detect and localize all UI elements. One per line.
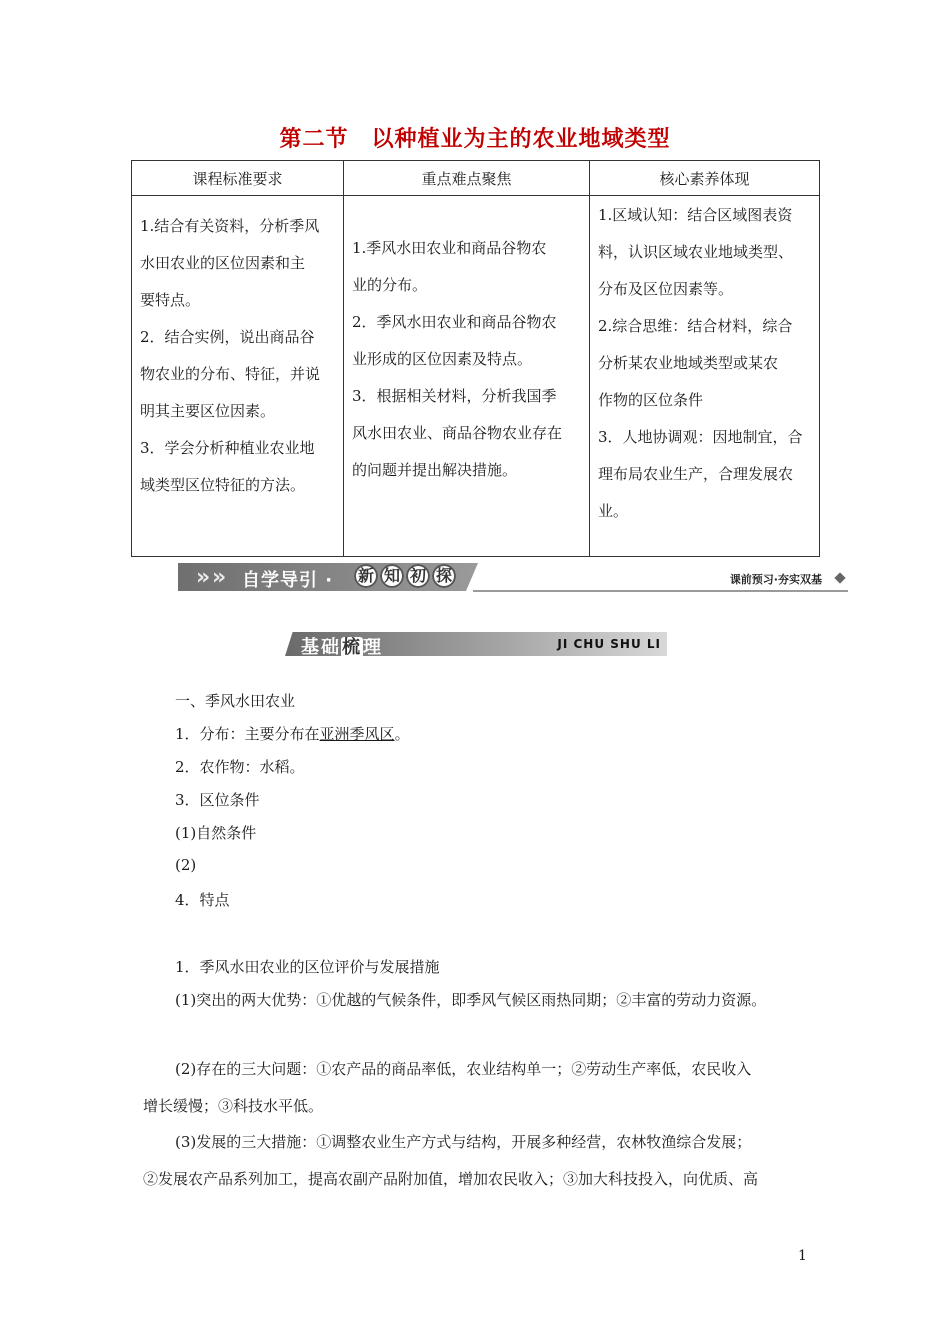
section-heading: 一、季风水田农业 (175, 692, 296, 710)
cell-line: 理布局农业生产，合理发展农 (598, 465, 794, 483)
cell-line: 要特点。 (140, 291, 201, 309)
diamond-icon (834, 572, 845, 583)
banner-title-highlight: 梳 (342, 637, 362, 658)
text-line: 1．季风水田农业的区位评价与发展措施 (175, 958, 440, 976)
cell-line: 域类型区位特征的方法。 (140, 476, 306, 494)
text-line: 4．特点 (175, 891, 230, 909)
cell-line: 1.季风水田农业和商品谷物农 (352, 239, 547, 257)
text-line: (3)发展的三大措施：①调整农业生产方式与结构，开展多种经营，农林牧渔综合发展； (175, 1133, 752, 1151)
cell-line: 2.综合思维：结合材料，综合 (598, 317, 793, 335)
page-number: 1 (798, 1248, 807, 1264)
table-header-literacy: 核心素养体现 (590, 161, 820, 196)
text-line (175, 723, 410, 744)
banner-tag: 课前预习·夯实双基 (729, 573, 822, 586)
text-line: (2) (175, 856, 197, 874)
cell-line: 料，认识区域农业地域类型、 (598, 243, 794, 261)
curriculum-table (131, 160, 820, 557)
cell-line: 的问题并提出解决措施。 (352, 461, 518, 479)
cell-line: 风水田农业、商品谷物农业存在 (352, 424, 563, 442)
cell-line: 业形成的区位因素及特点。 (352, 350, 533, 368)
cell-line: 作物的区位条件 (598, 391, 704, 409)
text-line: (1)突出的两大优势：①优越的气候条件，即季风气候区雨热同期；②丰富的劳动力资源。 (175, 991, 767, 1009)
table-header-focus: 重点难点聚焦 (344, 161, 590, 196)
text-line: ②发展农产品系列加工，提高农副产品附加值，增加农民收入；③加大科技投入，向优质、高 (143, 1170, 759, 1188)
text-line: 增长缓慢；③科技水平低。 (143, 1097, 324, 1115)
banner-underline (473, 590, 848, 592)
table-cell-literacy (590, 196, 820, 557)
banner-char: 知 (380, 564, 404, 588)
banner-title (301, 633, 383, 659)
table-cell-focus (344, 196, 590, 557)
page-title: 第二节 以种植业为主的农业地域类型 (279, 127, 671, 152)
cell-line: 2．结合实例，说出商品谷 (140, 328, 315, 346)
chevron-right-icon: » (212, 565, 227, 590)
text-span: 。 (394, 725, 410, 743)
banner-title-part: 理 (363, 637, 383, 658)
banner-char: 新 (354, 564, 378, 588)
chevron-right-icon: » (196, 565, 211, 590)
banner-title-text: 自学导引 (242, 570, 318, 591)
cell-line: 分析某农业地域类型或某农 (598, 354, 779, 372)
table-cell-standards (132, 196, 344, 557)
banner-title (242, 566, 333, 592)
section-banner-basics (285, 632, 667, 656)
banner-pinyin: JI CHU SHU LI (557, 637, 661, 651)
cell-line: 业。 (598, 502, 629, 520)
banner-title-part: 基础 (301, 637, 341, 658)
banner-subtitle (354, 564, 456, 588)
text-line: 2．农作物：水稻。 (175, 758, 305, 776)
text-line: 3．区位条件 (175, 791, 260, 809)
cell-line: 3．学会分析种植业农业地 (140, 439, 315, 457)
text-span: 1．分布：主要分布在 (175, 725, 320, 743)
cell-line: 2．季风水田农业和商品谷物农 (352, 313, 557, 331)
cell-line: 水田农业的区位因素和主 (140, 254, 306, 272)
cell-line: 业的分布。 (352, 276, 428, 294)
cell-line: 1.结合有关资料，分析季风 (140, 217, 320, 235)
banner-char: 探 (432, 564, 456, 588)
section-banner-self-study (178, 563, 848, 593)
underlined-answer: 亚洲季风区 (319, 725, 395, 743)
cell-line: 分布及区位因素等。 (598, 280, 734, 298)
text-line: (2)存在的三大问题：①农产品的商品率低，农业结构单一；②劳动生产率低，农民收入 (175, 1060, 752, 1078)
cell-line: 物农业的分布、特征，并说 (140, 365, 321, 383)
text-line: (1)自然条件 (175, 824, 257, 842)
banner-char: 初 (406, 564, 430, 588)
cell-line: 1.区域认知：结合区域图表资 (598, 206, 793, 224)
cell-line: 明其主要区位因素。 (140, 402, 276, 420)
table-header-standards: 课程标准要求 (132, 161, 344, 196)
banner-dot: · (325, 570, 334, 591)
cell-line: 3．人地协调观：因地制宜，合 (598, 428, 803, 446)
cell-line: 3．根据相关材料，分析我国季 (352, 387, 557, 405)
